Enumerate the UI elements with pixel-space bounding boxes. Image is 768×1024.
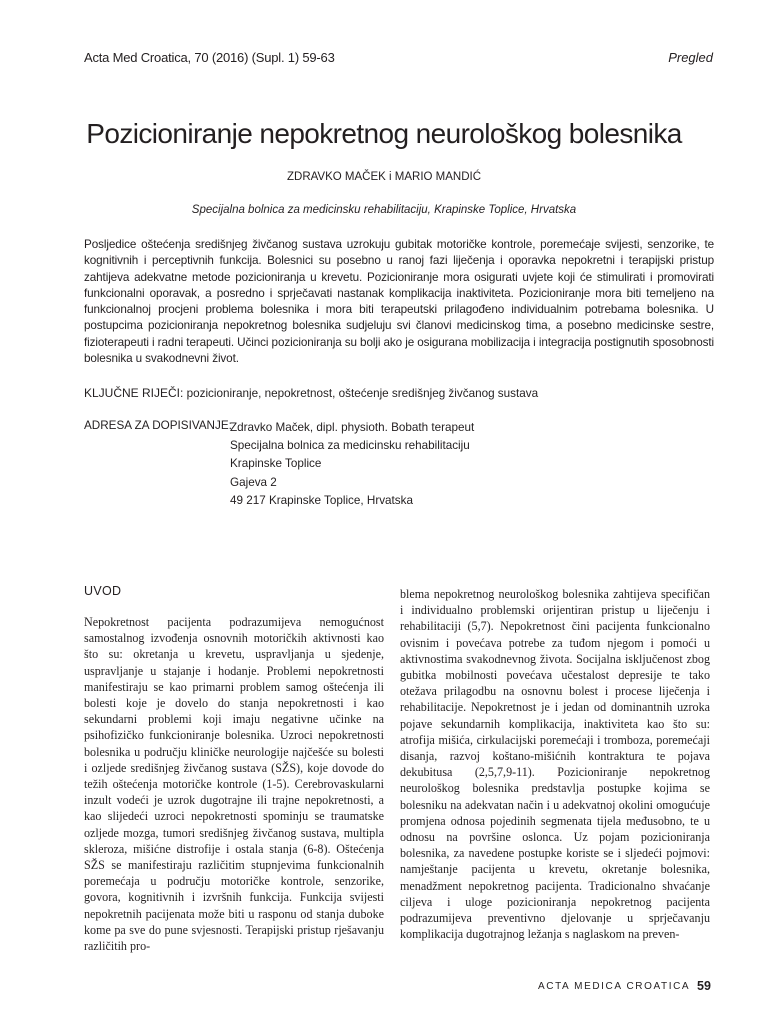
body-paragraph: blema nepokretnog neurološkog bolesnika zahtijeva specifičan i individualno problemski orijentiran pristup u liječenju i rehabilitaciji (5,7). Nepokretnost čini pacijenta funkcionalno ovisnim i povećava potrebe za tuđom njegom i pomoći u aktivnostima svakodnevnog života. Socijalna isključenost zbog gubitka mobilnosti povećava učestalost depresije te tako otežava prilagodbu na osnovnu bolest i procese liječenja i rehabilitacije. Nepokretnost je i jedan od dominantnih uzroka pojave sekundarnih komplikacija, inaktiviteta kao što su: atrofija mišića, cirkulacijski poremećaji i tromboza, poremećaji disanja, razvoj koštano-mišićnih kontraktura te pojava dekubitusa (2,5,7,9-11). Pozicioniranje nepokretnog neurološkog bolesnika predstavlja postupke kojima se bolesniku na adekvatan način i u adekvatnoj okolini omogućuje promjena odnosa pojedinih segmenata tijela međusobno, te u odnosu na površine oslonca. Uz pojam pozicioniranja bolesnika, za navedene postupke koriste se i sljedeći pojmovi: namještanje pacijenta u krevetu, okretanje bolesnika, menadžment nepokretnog pacijenta. Tradicionalno shvaćanje ciljeva i uloge pozicioniranja nepokretnog pacijenta podrazumijeva preventivno djelovanje u sprječavanju komplikacija dugotrajnog ležanja s naglaskom na preven- — [400, 587, 710, 942]
affiliation: Specijalna bolnica za medicinsku rehabilitaciju, Krapinske Toplice, Hrvatska — [191, 204, 577, 216]
page-number: 59 — [697, 979, 711, 993]
address-line: Krapinske Toplice — [230, 457, 322, 471]
address-line: Zdravko Maček, dipl. physioth. Bobath terapeut — [230, 421, 475, 434]
keywords-text: pozicioniranje, nepokretnost, oštećenje središnjeg živčanog sustava — [186, 387, 539, 400]
address-line: Specijalna bolnica za medicinsku rehabilitaciju — [230, 439, 470, 453]
body-column-left — [84, 614, 384, 954]
body-column-right — [400, 586, 710, 942]
address-line: Gajeva 2 — [230, 475, 277, 489]
footer-journal-name: ACTA MEDICA CROATICA — [538, 981, 691, 992]
article-type: Pregled — [668, 50, 713, 65]
keywords-label: KLJUČNE RIJEČI: — [84, 386, 184, 400]
section-heading: UVOD — [84, 584, 122, 598]
keywords — [84, 386, 714, 400]
address-line: 49 217 Krapinske Toplice, Hrvatska — [230, 493, 413, 507]
abstract: Posljedice oštećenja središnjeg živčanog sustava uzrokuju gubitak motoričke kontrole, poremećaje svijesti, senzorike, te kognitivnih i perceptivnih funkcija. Bolesnici su posebno u ranoj fazi liječenja i oporavka nepokretni i terapijski pristup zahtijeva adekvatne metode pozicioniranja u krevetu. Pozicioniranje mora osigurati uvjete koji će stimulirati i promovirati funkcionalni oporavak, a posredno i sprječavati nastanak komplikacija inaktiviteta. Pozicioniranje mora biti temeljeno na funkcionalnoj procjeni problema bolesnika i mora biti terapeutski prilagođeno individualnim potrebama bolesnika. U postupcima pozicioniranja nepokretnog bolesnika sudjeluju svi članovi medicinskog tima, a posebno medicinske sestre, fizioterapeuti i radni terapeuti. Učinci pozicioniranja su bolji ako je osigurana mobilizacija i integracija postignutih sposobnosti bolesnika u svakodnevni život. — [84, 238, 714, 366]
address-block — [230, 419, 474, 510]
authors: ZDRAVKO MAČEK i MARIO MANDIĆ — [286, 171, 482, 183]
address-label: ADRESA ZA DOPISIVANJE: — [84, 419, 232, 432]
citation: Acta Med Croatica, 70 (2016) (Supl. 1) 59-63 — [84, 50, 335, 65]
article-title: Pozicioniranje nepokretnog neurološkog bolesnika — [86, 118, 682, 149]
body-paragraph: Nepokretnost pacijenta podrazumijeva nemogućnost samostalnog izvođenja osnovnih motoričkih aktivnosti kao što su: okretanja u krevetu, uspravljanja u sjedenje, uspravljanje u stajanje i hodanje. Problemi nepokretnosti manifestiraju se kao primarni problem samog oštećenja ili bolesti koje je dovelo do stanja nepokretnosti i kao sekundarni problemi koji imaju negativne učinke na psihofizičko funkcioniranje bolesnika. Uzroci nepokretnosti bolesnika u području kliničke neurologije najčešće su bolesti i ozljede središnjeg živčanog sustava (SŽS), koje dovode do težih oštećenja motoričke kontrole (1-5). Cerebrovaskularni inzult vodeći je uzrok dugotrajne ili trajne nepokretnosti, a kao slijedeći uzroci nepokretnosti spominju se traumatske ozljede mozga, tumori središnjeg živčanog sustava, multipla skleroza, mišićne distrofije i ostala stanja (6-8). Oštećenja SŽS se manifestiraju različitim stupnjevima funkcionalnih poremećaja u području motoričke kontrole, senzorike, govora, kognitivnih i izvršnih funkcija. Funkcija svijesti nepokretnih pacijenata može biti u rasponu od stanja duboke kome pa sve do pune svjesnosti. Terapijski pristup rješavanju različitih pro- — [84, 615, 384, 954]
